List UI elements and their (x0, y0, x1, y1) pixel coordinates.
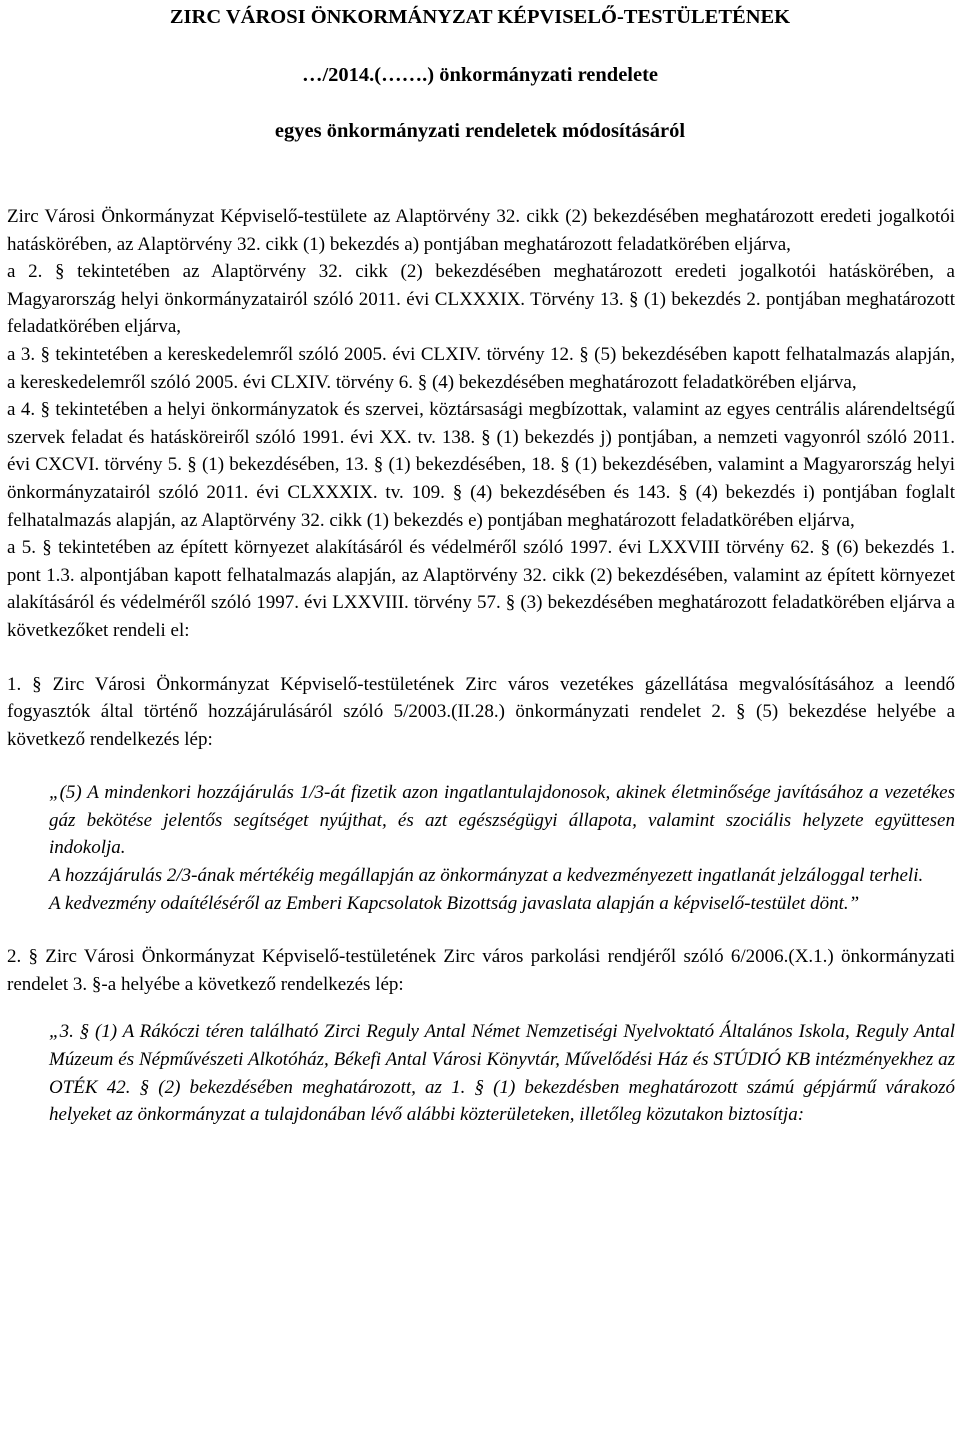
document-body (7, 203, 955, 1129)
spacer (7, 917, 955, 943)
regulation-number: …/2014.(…….) önkormányzati rendelete (301, 64, 659, 86)
spacer (7, 645, 955, 671)
quote-paragraph: A kedvezmény odaítéléséről az Emberi Kapcsolatok Bizottság javaslata alapján a képviselő-testület dönt.” (49, 892, 860, 914)
regulation-subject: egyes önkormányzati rendeletek módosításáról (274, 120, 686, 142)
section-1-text: 1. § Zirc Városi Önkormányzat Képviselő-testületének Zirc város vezetékes gázellátása megvalósításához a leendő fogyasztók által történő hozzájárulásáról szóló 5/2003.(II.28.) önkormányzati rendelet 2. § (5) bekezdése helyébe a következő rendelkezés lép: (7, 673, 955, 750)
quote-paragraph: A hozzájárulás 2/3-ának mértékéig megállapján az önkormányzat a kedvezményezett ingatlanát jelzáloggal terheli. (49, 865, 924, 887)
preamble-paragraph: a 4. § tekintetében a helyi önkormányzatok és szervei, köztársasági megbízottak, valamint az egyes centrális alárendeltségű szervek feladat és hatásköreiről szóló 1991. évi XX. tv. 138. § (1) bekezdés j) pontjában, a nemzeti vagyonról szóló 2011. évi CXCVI. törvény 5. § (1) bekezdésében, 13. § (1) bekezdésében, 18. § (1) bekezdésében, valamint a Magyarország helyi önkormányzatairól szóló 2011. évi CLXXXIX. tv. 109. § (4) bekezdésében és 143. § (4) bekezdés i) pontjában foglalt felhatalmazás alapján, az Alaptörvény 32. cikk (1) bekezdés e) pontjában meghatározott feladatkörében eljárva, (7, 399, 955, 531)
preamble-paragraph: a 2. § tekintetében az Alaptörvény 32. cikk (2) bekezdésében meghatározott eredeti jogalkotói hatáskörében, a Magyarország helyi önkormányzatairól szóló 2011. évi CLXXXIX. Törvény 13. § (1) bekezdés 2. pontjában meghatározott feladatkörében eljárva, (7, 261, 955, 338)
preamble-paragraph: Zirc Városi Önkormányzat Képviselő-testülete az Alaptörvény 32. cikk (2) bekezdésében meghatározott eredeti jogalkotói hatáskörében, az Alaptörvény 32. cikk (1) bekezdés a) pontjában meghatározott feladatkörében eljárva, (7, 206, 955, 255)
quote-paragraph: „3. § (1) A Rákóczi téren található Zirci Reguly Antal Német Nemzetiségi Nyelvoktató Általános Iskola, Reguly Antal Múzeum és Népművészeti Alkotóház, Békefi Antal Városi Könyvtár, Művelődési Ház és STÚDIÓ KB intézményekhez az OTÉK 42. § (2) bekezdésében meghatározott, az 1. § (1) bekezdésben meghatározott számú gépjármű várakozó helyeket az önkormányzat a tulajdonában lévő alábbi közterületeken, illetőleg közutakon biztosítja: (49, 1021, 955, 1126)
section-2-text: 2. § Zirc Városi Önkormányzat Képviselő-testületének Zirc város parkolási rendjéről szóló 6/2006.(X.1.) önkormányzati rendelet 3. §-a helyébe a következő rendelkezés lép: (7, 946, 955, 995)
spacer (7, 998, 955, 1018)
section-1-quote (7, 779, 955, 917)
preamble-paragraph: a 5. § tekintetében az épített környezet alakításáról és védelméről szóló 1997. évi LXXVIII törvény 62. § (6) bekezdés 1. pont 1.3. alpontjában kapott felhatalmazás alapján, az Alaptörvény 32. cikk (2) bekezdésében, valamint az épített környezet alakításáról és védelméről szóló 1997. évi LXXVIII. törvény 57. § (3) bekezdésében meghatározott feladatkörében eljárva a következőket rendeli el: (7, 537, 955, 641)
quote-paragraph: „(5) A mindenkori hozzájárulás 1/3-át fizetik azon ingatlantulajdonosok, akinek életminősége javításához a vezetékes gáz bekötése jelentős segítséget nyújthat, és azt egészségügyi állapota, valamint szociális helyzete együttesen indokolja. (49, 782, 955, 859)
spacer (7, 753, 955, 779)
section-2-quote (7, 1018, 955, 1128)
document-title: ZIRC VÁROSI ÖNKORMÁNYZAT KÉPVISELŐ-TESTÜLETÉNEK (169, 6, 791, 28)
preamble-paragraph: a 3. § tekintetében a kereskedelemről szóló 2005. évi CLXIV. törvény 12. § (5) bekezdésében kapott felhatalmazás alapján, a kereskedelemről szóló 2005. évi CLXIV. törvény 6. § (4) bekezdésében meghatározott feladatkörében eljárva, (7, 343, 955, 393)
